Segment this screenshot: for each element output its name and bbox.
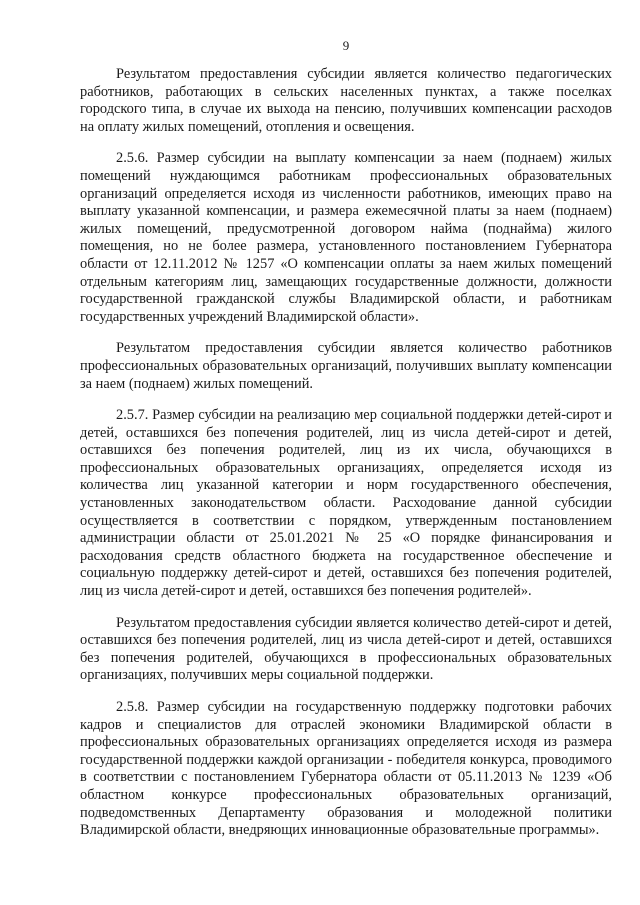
- paragraph-2-5-8: 2.5.8. Размер субсидии на государственную поддержку подготовки рабочих кадров и специалистов для отраслей экономики Владимирской области в профессиональных образовательных организациях определяется исходя из размера государственной поддержки каждой организации - победителя конкурса, проводимого в соответствии с постановлением Губернатора области от 05.11.2013 № 1239 «Об областном конкурсе профессиональных образовательных организаций, подведомственных Департаменту образования и молодежной политики Владимирской области, внедряющих инновационные образовательные программы».: [80, 699, 612, 839]
- page-number: 9: [342, 38, 350, 53]
- paragraph-result-rent-compensation: Результатом предоставления субсидии является количество работников профессиональных образовательных организаций, получивших выплату компенсации за наем (поднаем) жилых помещений.: [80, 340, 612, 392]
- paragraph-2-5-6: 2.5.6. Размер субсидии на выплату компенсации за наем (поднаем) жилых помещений нуждающимся работникам профессиональных образовательных организаций определяется исходя из численности работников, имеющих право на выплату указанной компенсации, и размера ежемесячной платы за наем (поднаем) жилых помещений, предусмотренной договором найма (поднайма) жилого помещения, но не более размера, установленного постановлением Губернатора области от 12.11.2012 № 1257 «О компенсации оплаты за наем жилых помещений отдельным категориям лиц, замещающих государственные должности, должности государственной гражданской службы Владимирской области, и работникам государственных учреждений Владимирской области».: [80, 150, 612, 325]
- document-page: [80, 0, 612, 905]
- paragraph-result-orphans-support: Результатом предоставления субсидии является количество детей-сирот и детей, оставшихся без попечения родителей, лиц из числа детей-сирот и детей, оставшихся без попечения родителей, обучающихся в профессиональных образовательных организациях, получивших меры социальной поддержки.: [80, 614, 612, 684]
- paragraph-2-5-7: 2.5.7. Размер субсидии на реализацию мер социальной поддержки детей-сирот и детей, оставшихся без попечения родителей, лиц из числа детей-сирот и детей, оставшихся без попечения родителей, лиц из их числа, обучающихся в профессиональных образовательных организациях, определяется исходя из количества лиц указанной категории и норм государственного обеспечения, установленных законодательством области. Расходование данной субсидии осуществляется в соответствии с порядком, утвержденным постановлением администрации области от 25.01.2021 № 25 «О порядке финансирования и расходования средств областного бюджета на государственное обеспечение и социальную поддержку детей-сирот и детей, оставшихся без попечения родителей, лиц из числа детей-сирот и детей, оставшихся без попечения родителей».: [80, 407, 612, 600]
- paragraph-result-teachers-compensation: Результатом предоставления субсидии является количество педагогических работников, работающих в сельских населенных пунктах, а также поселках городского типа, в случае их выхода на пенсию, получивших компенсации расходов на оплату жилых помещений, отопления и освещения.: [80, 66, 612, 135]
- document-body: [80, 66, 612, 854]
